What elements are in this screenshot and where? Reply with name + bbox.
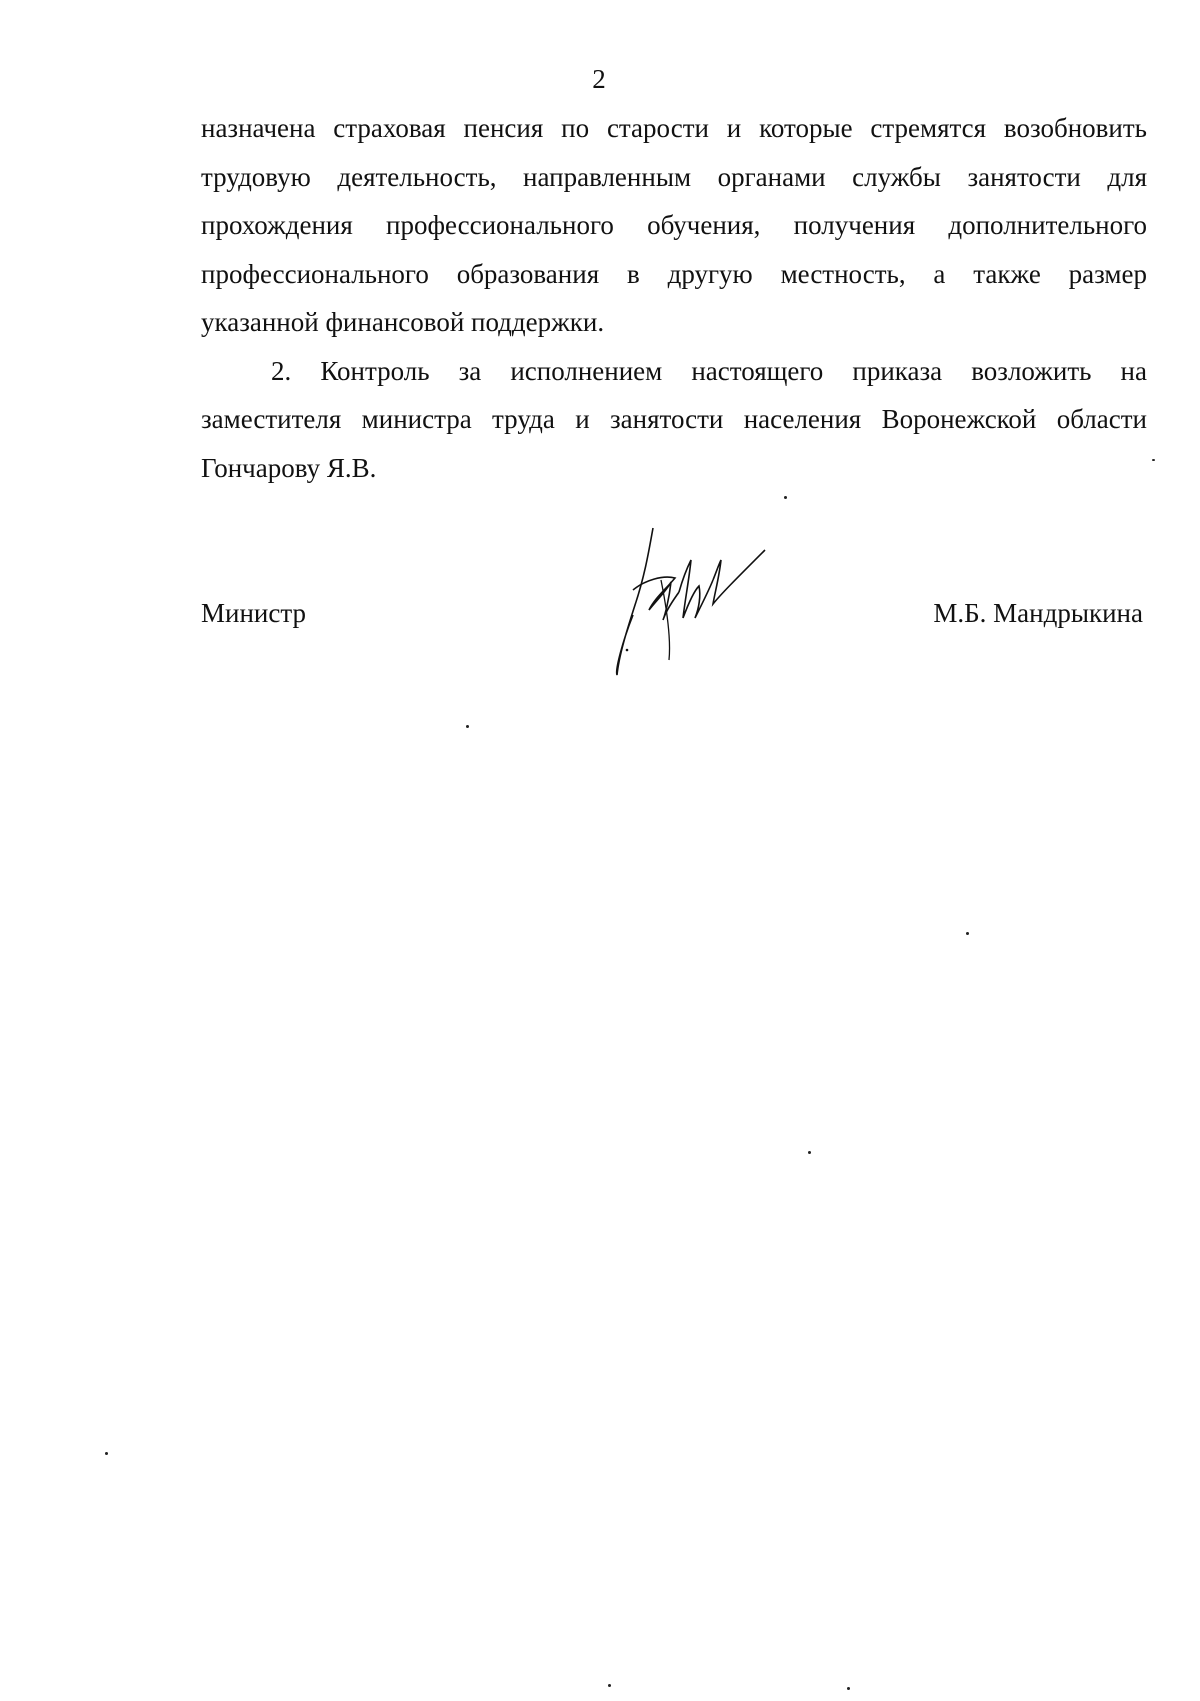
text-line: трудовую деятельность, направленным органами службы занятости для — [201, 161, 1147, 192]
text-line: заместителя министра труда и занятости населения Воронежской области — [201, 404, 1147, 434]
signatory-name: М.Б. Мандрыкина — [933, 598, 1143, 628]
paragraph-continuation — [201, 104, 1147, 347]
scan-speck — [847, 1687, 850, 1690]
handwritten-signature — [605, 520, 775, 680]
text-line: указанной финансовой поддержки. — [201, 307, 605, 337]
scan-speck — [1152, 459, 1155, 461]
page-number: 2 — [592, 64, 606, 94]
text-line: 2. Контроль за исполнением настоящего приказа возложить на — [271, 355, 1147, 386]
text-line: прохождения профессионального обучения, получения дополнительного — [201, 210, 1147, 240]
scan-speck — [608, 1684, 611, 1687]
text-line: профессионального образования в другую местность, а также размер — [201, 258, 1147, 289]
scan-speck — [466, 725, 469, 728]
document-body — [201, 104, 1147, 492]
signatory-title: Министр — [201, 598, 306, 628]
paragraph-item-2 — [201, 347, 1147, 493]
text-line: назначена страховая пенсия по старости и которые стремятся возобновить — [201, 113, 1147, 143]
scan-speck — [105, 1452, 108, 1455]
scan-speck — [808, 1151, 811, 1154]
scan-speck — [784, 496, 787, 499]
text-line: Гончарову Я.В. — [201, 452, 377, 483]
scan-speck — [966, 932, 969, 935]
